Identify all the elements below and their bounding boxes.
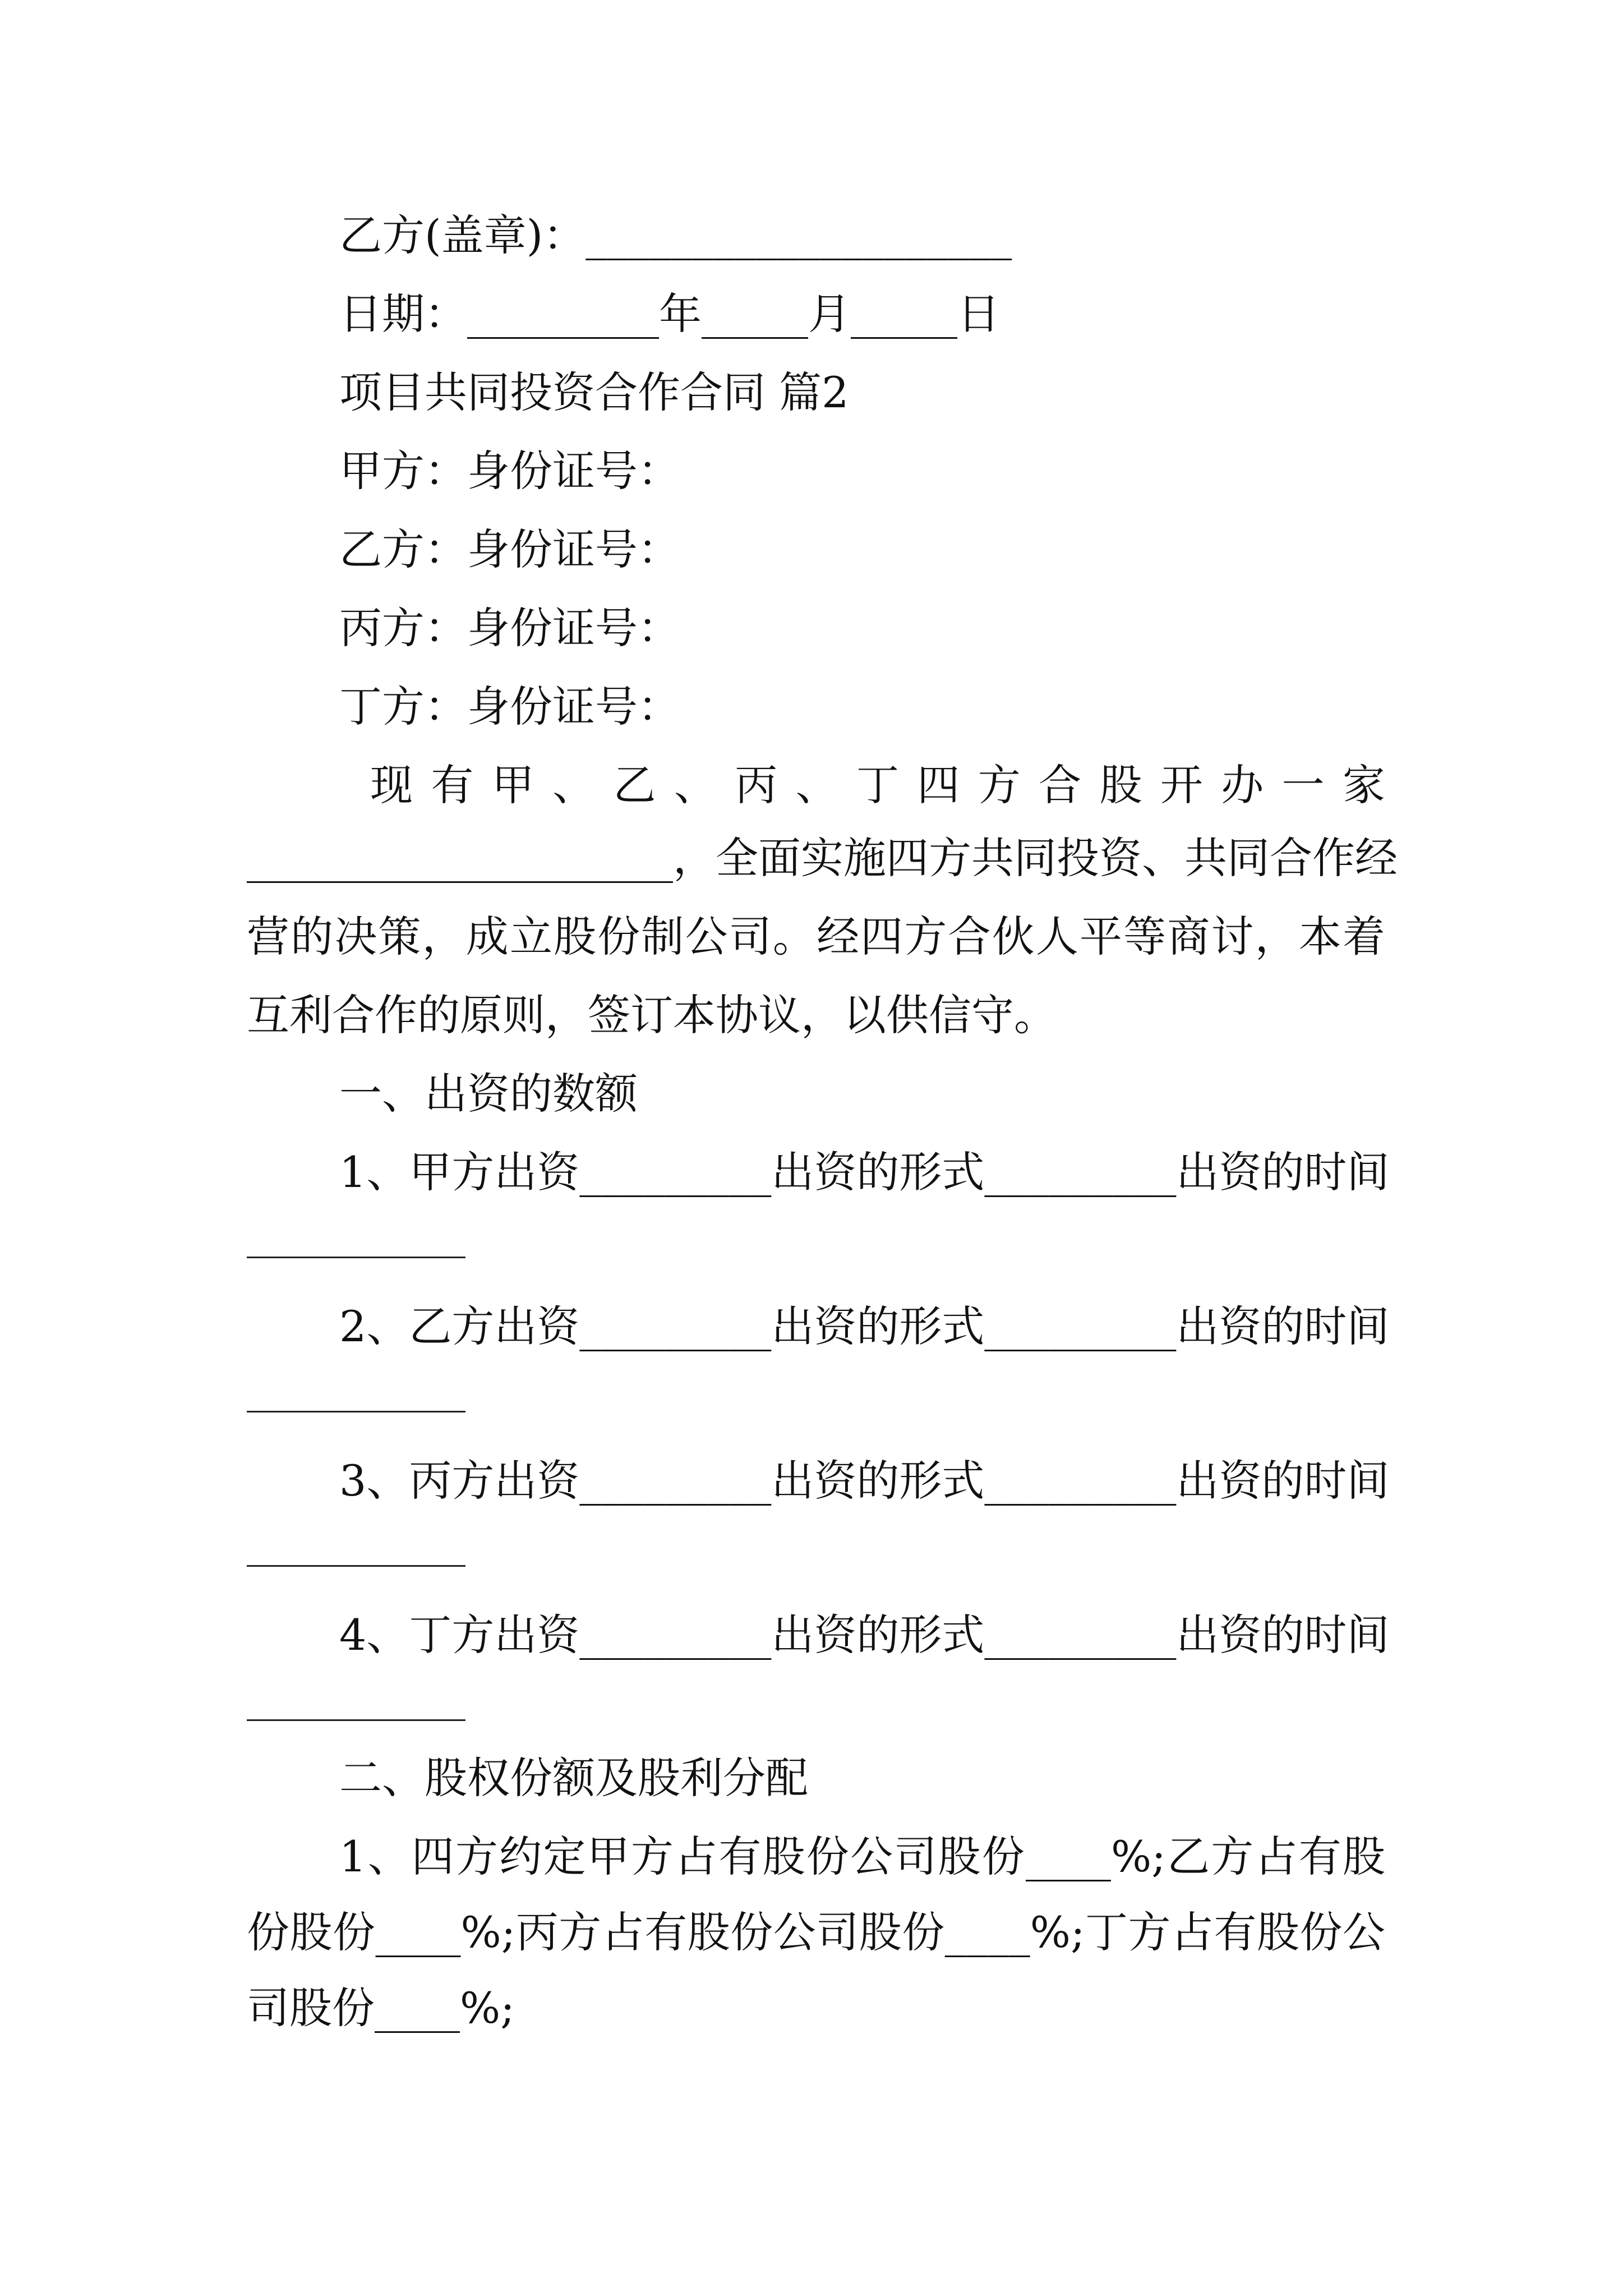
share-paragraph-line-2: 份股份____%;丙方占有股份公司股份____%;丁方占有股份公 xyxy=(247,1907,1385,1957)
contract-title: 项目共同投资合作合同 篇2 xyxy=(339,367,849,417)
share-paragraph-line-1: 1、四方约定甲方占有股份公司股份____%;乙方占有股 xyxy=(339,1832,1385,1881)
section-1-heading: 一、出资的数额 xyxy=(339,1069,638,1119)
capital-item-1: 1、甲方出资_________出资的形式_________出资的时间 xyxy=(339,1147,1390,1197)
capital-item-4: 4、丁方出资_________出资的形式_________出资的时间 xyxy=(339,1610,1390,1660)
capital-item-1-time-blank xyxy=(247,1257,465,1258)
capital-item-2: 2、乙方出资_________出资的形式_________出资的时间 xyxy=(339,1301,1390,1351)
party-d-id-line: 丁方：身份证号： xyxy=(339,682,680,731)
party-c-id-line: 丙方：身份证号： xyxy=(339,603,680,653)
party-a-id-line: 甲方：身份证号： xyxy=(339,446,680,496)
section-2-heading: 二、股权份额及股利分配 xyxy=(339,1753,808,1803)
party-b-id-line: 乙方：身份证号： xyxy=(339,524,680,574)
capital-item-3: 3、丙方出资_________出资的形式_________出资的时间 xyxy=(339,1456,1390,1506)
date-line: 日期：_________年_____月_____日 xyxy=(339,289,1000,339)
share-paragraph-line-3: 司股份____%; xyxy=(247,1983,515,2033)
intro-paragraph-line-4: 互利合作的原则，签订本协议，以供信守。 xyxy=(247,990,1057,1040)
capital-item-2-time-blank xyxy=(247,1411,465,1412)
intro-paragraph-line-3: 营的决策，成立股份制公司。经四方合伙人平等商讨，本着 xyxy=(247,912,1385,961)
capital-item-3-time-blank xyxy=(247,1565,465,1567)
intro-paragraph-line-1: 现有甲、乙、丙、丁四方合股开办一家 xyxy=(370,760,1385,810)
intro-paragraph-line-2: ____________________，全面实施四方共同投资、共同合作经 xyxy=(247,833,1398,883)
capital-item-4-time-blank xyxy=(247,1719,465,1721)
party-b-seal-line: 乙方(盖章)：____________________ xyxy=(339,210,1012,260)
